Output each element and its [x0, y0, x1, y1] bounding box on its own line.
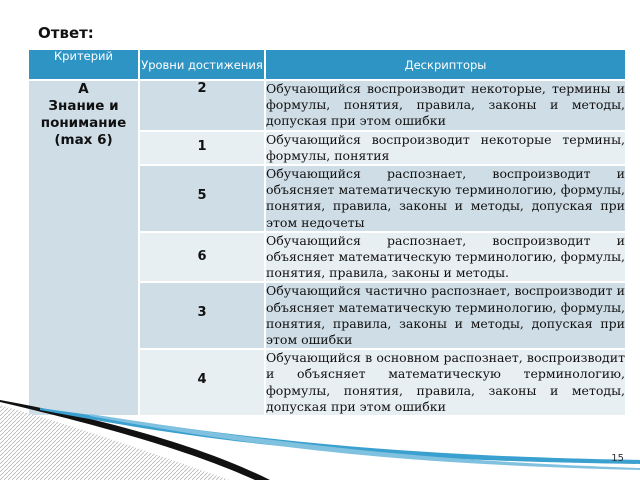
- header-levels: Уровни достижения: [139, 49, 265, 80]
- level-cell: 1: [139, 131, 265, 165]
- level-cell: 6: [139, 232, 265, 283]
- criterion-max: (max 6): [54, 132, 113, 148]
- level-cell: 5: [139, 165, 265, 232]
- slide-number: 15: [611, 453, 624, 464]
- decorative-swoosh: [0, 400, 640, 480]
- header-row: [28, 49, 626, 80]
- descriptor-cell: Обучающийся воспроизводит некоторые термины, формулы, понятия: [265, 131, 626, 165]
- header-criterion: Критерий: [28, 49, 139, 80]
- descriptor-cell: Обучающийся распознает, воспроизводит и объясняет математическую терминологию, формулы, понятия, правила, законы и методы.: [265, 232, 626, 283]
- criteria-table: [27, 48, 627, 417]
- level-cell: 3: [139, 282, 265, 349]
- criterion-name: Знание и понимание: [40, 98, 127, 131]
- descriptor-cell: Обучающийся воспроизводит некоторые, термины и формулы, понятия, правила, законы и методы, допуская при этом ошибки: [265, 80, 626, 131]
- descriptor-cell: Обучающийся распознает, воспроизводит и объясняет математическую терминологию, формулы, понятия, правила, законы и методы, допуская при этом недочеты: [265, 165, 626, 232]
- level-cell: 2: [139, 80, 265, 131]
- descriptor-cell: Обучающийся частично распознает, воспроизводит и объясняет математическую терминологию, формулы, понятия, правила, законы и методы, допуская при этом ошибки: [265, 282, 626, 349]
- criterion-cell: [28, 80, 139, 416]
- descriptor-cell: Обучающийся в основном распознает, воспроизводит и объясняет математическую терминологию, формулы, понятия, правила, законы и методы, допуская при этом ошибки: [265, 349, 626, 416]
- criterion-letter: А: [78, 81, 89, 97]
- level-cell: 4: [139, 349, 265, 416]
- answer-title: Ответ:: [38, 24, 94, 42]
- header-descriptors: Дескрипторы: [265, 49, 626, 80]
- table-row: [28, 80, 626, 131]
